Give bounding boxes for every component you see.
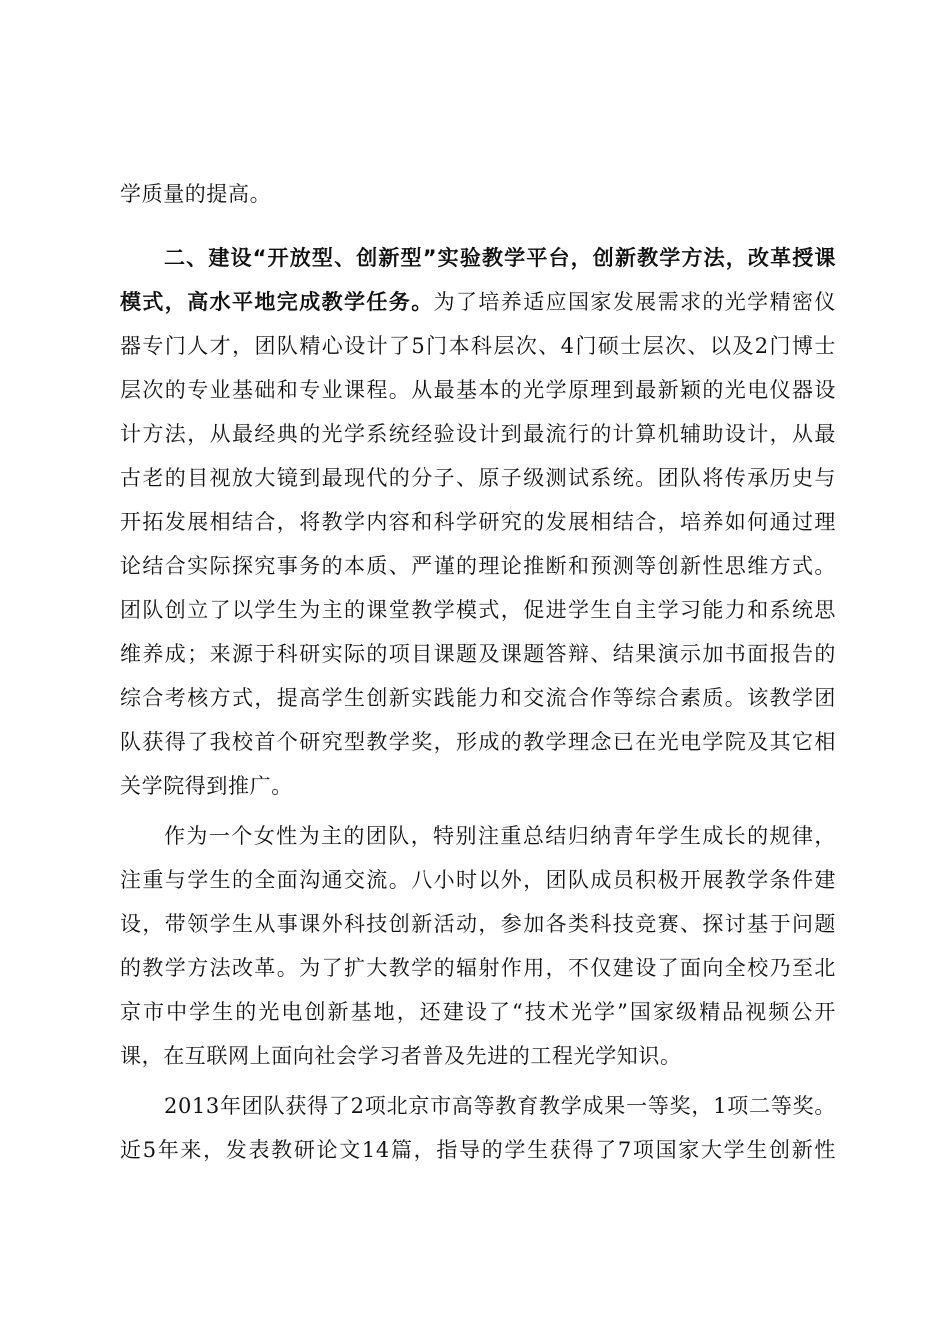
- paragraph-line: 队获得了我校首个研究型教学奖，形成的教学理念已在光电学院及其它相: [120, 730, 836, 754]
- paragraph-line: 作为一个女性为主的团队，特别注重总结归纳青年学生成长的规律，: [164, 824, 836, 848]
- section-heading-line: 二、建设“开放型、创新型”实验教学平台，创新教学方法，改革授课: [164, 246, 836, 270]
- paragraph-line: 开拓发展相结合，将教学内容和科学研究的发展相结合，培养如何通过理: [120, 510, 836, 534]
- section-heading-tail: 模式，高水平地完成教学任务。: [120, 290, 434, 314]
- paragraph-line: 综合考核方式，提高学生创新实践能力和交流合作等综合素质。该教学团: [120, 686, 836, 710]
- paragraph-line: 的教学方法改革。为了扩大教学的辐射作用，不仅建设了面向全校乃至北: [120, 956, 836, 980]
- paragraph-line: 团队创立了以学生为主的课堂教学模式，促进学生自主学习能力和系统思: [120, 598, 836, 622]
- paragraph-line: 论结合实际探究事务的本质、严谨的理论推断和预测等创新性思维方式。: [120, 554, 836, 578]
- paragraph-line: 近5年来，发表教研论文14篇，指导的学生获得了7项国家大学生创新性: [120, 1138, 836, 1162]
- paragraph-line: 设，带领学生从事课外科技创新活动，参加各类科技竞赛、探讨基于问题: [120, 912, 836, 936]
- paragraph-line: 计方法，从最经典的光学系统经验设计到最流行的计算机辅助设计，从最: [120, 422, 836, 446]
- paragraph-line: 课，在互联网上面向社会学习者普及先进的工程光学知识。: [120, 1044, 682, 1068]
- paragraph-line: 器专门人才，团队精心设计了5门本科层次、4门硕士层次、以及2门博士: [120, 334, 836, 358]
- paragraph-line: 2013年团队获得了2项北京市高等教育教学成果一等奖，1项二等奖。: [164, 1094, 836, 1118]
- paragraph-line: [120, 284, 836, 320]
- paragraph-line: 京市中学生的光电创新基地，还建设了“技术光学”国家级精品视频公开: [120, 1000, 836, 1024]
- paragraph-line: 注重与学生的全面沟通交流。八小时以外，团队成员积极开展教学条件建: [120, 868, 836, 892]
- paragraph-line: 古老的目视放大镜到最现代的分子、原子级测试系统。团队将传承历史与: [120, 466, 836, 490]
- paragraph-line: 维养成；来源于科研实际的项目课题及课题答辩、结果演示加书面报告的: [120, 642, 836, 666]
- paragraph-text: 为了培养适应国家发展需求的光学精密仪: [433, 290, 836, 314]
- paragraph-line: 学质量的提高。: [120, 182, 272, 206]
- paragraph-line: 关学院得到推广。: [120, 774, 293, 798]
- paragraph-line: 层次的专业基础和专业课程。从最基本的光学原理到最新颖的光电仪器设: [120, 378, 836, 402]
